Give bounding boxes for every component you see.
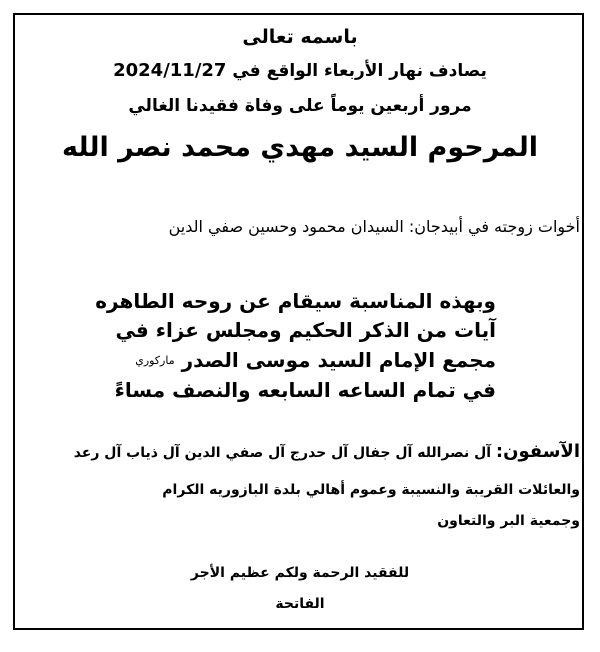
- memorial-line: مرور أربعين يوماً على وفاة فقيدنا الغالي: [128, 96, 472, 116]
- mourners-association-line: وجمعية البر والتعاون: [437, 513, 580, 529]
- mourners-families-line: [0, 441, 600, 462]
- date-prefix: يصادف نهار الأربعاء الواقع في: [232, 61, 487, 81]
- date-line: [0, 60, 600, 81]
- sisters-in-law-line: أخوات زوجته في أبيدجان: السيدان محمود وحسين صفي الدين: [168, 217, 580, 236]
- venue-name: مجمع الإمام السيد موسى الصدر: [181, 348, 496, 372]
- mourners-relatives-line: والعائلات القريبة والنسيبة وعموم أهالي بلدة البازوريه الكرام: [162, 482, 580, 498]
- mourners-label: الآسفون:: [495, 441, 580, 462]
- occasion-line-1: وبهذه المناسبة سيقام عن روحه الطاهره: [95, 289, 496, 313]
- occasion-line-3: [0, 348, 600, 372]
- condolence-line: للفقيد الرحمة ولكم عظيم الأجر: [190, 565, 410, 581]
- deceased-name: المرحوم السيد مهدي محمد نصر الله: [61, 132, 539, 163]
- mourners-families: آل نصرالله آل جفال آل حدرج آل صفي الدين آل ذياب آل رعد: [73, 445, 492, 461]
- occasion-line-2: آيات من الذكر الحكيم ومجلس عزاء في: [115, 318, 496, 342]
- date-value: 2024/11/27: [113, 60, 227, 81]
- fatiha-line: الفاتحة: [275, 596, 325, 612]
- header-title: باسمه تعالى: [242, 26, 358, 48]
- venue-marker: ماركوري: [135, 354, 175, 367]
- occasion-line-4: في تمام الساعه السابعه والنصف مساءً: [114, 378, 496, 402]
